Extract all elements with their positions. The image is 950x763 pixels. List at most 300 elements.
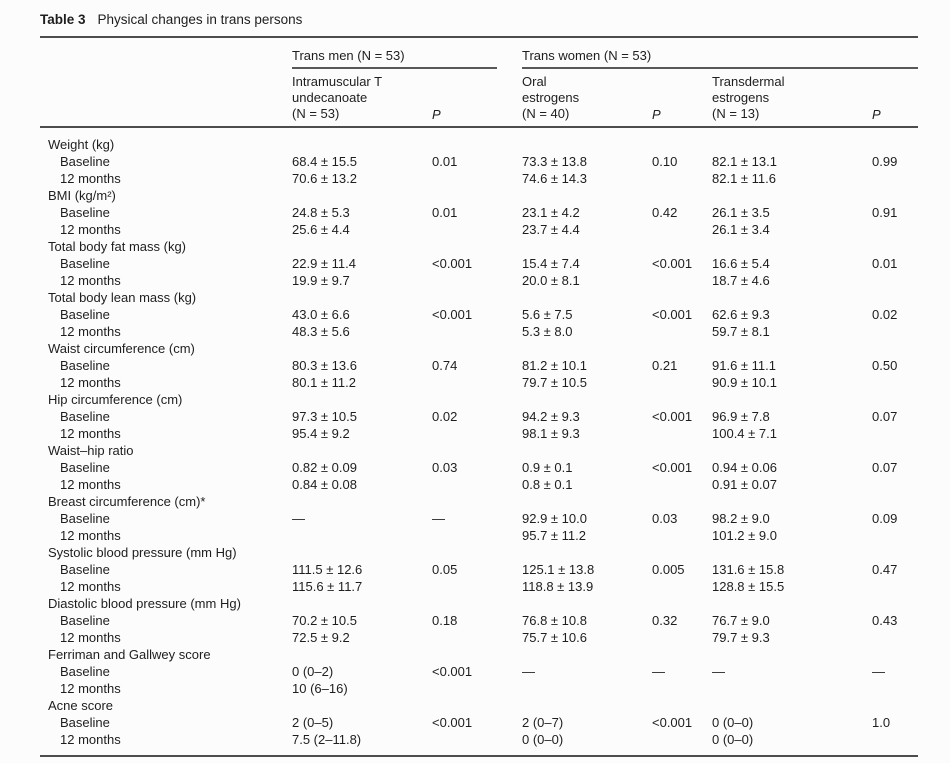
- trans-women-group-label: Trans women (N = 53): [522, 48, 918, 69]
- data-row: [40, 425, 918, 442]
- transdermal-header-line3: (N = 13): [712, 106, 760, 121]
- p-value-cell: 0.10: [652, 154, 678, 169]
- p-value-cell: 0.07: [872, 409, 898, 424]
- p-value-cell: <0.001: [652, 715, 693, 730]
- p-value-cell: [432, 629, 497, 646]
- data-row: [40, 510, 918, 527]
- data-row: [40, 255, 918, 272]
- group-header-trans-women: [522, 37, 918, 69]
- p-value-cell: <0.001: [652, 409, 693, 424]
- value-cell: 70.2 ± 10.5: [292, 613, 357, 628]
- p-value-cell: [872, 442, 918, 459]
- value-cell: 15.4 ± 7.4: [522, 256, 580, 271]
- p-value-cell: 0.21: [652, 358, 678, 373]
- p-value-cell: —: [652, 664, 665, 679]
- value-cell: [292, 238, 432, 255]
- value-cell: 2 (0–5): [292, 715, 334, 730]
- row-label: Baseline: [60, 358, 110, 373]
- row-label: Acne score: [48, 698, 114, 713]
- value-cell: [712, 595, 872, 612]
- gap-cell: [497, 221, 522, 238]
- value-cell: 82.1 ± 13.1: [712, 154, 777, 169]
- gap-cell: [497, 544, 522, 561]
- value-cell: 79.7 ± 10.5: [522, 375, 587, 390]
- oral-header-line2: estrogens: [522, 90, 580, 105]
- p-value-cell: [872, 493, 918, 510]
- p-value-cell: [652, 527, 712, 544]
- p-value-cell: 0.43: [872, 613, 898, 628]
- row-label: Waist–hip ratio: [48, 443, 134, 458]
- gap-cell: [497, 459, 522, 476]
- data-row: [40, 153, 918, 170]
- p-value-cell: 0.03: [652, 511, 678, 526]
- value-cell: [522, 238, 652, 255]
- value-cell: 0 (0–0): [712, 732, 754, 747]
- category-row: [40, 646, 918, 663]
- im-header-line3: (N = 53): [292, 106, 340, 121]
- p-value-cell: —: [872, 664, 885, 679]
- p-value-cell: [872, 578, 918, 595]
- data-row: [40, 170, 918, 187]
- p-value-cell: [652, 238, 712, 255]
- p-value-cell: 0.42: [652, 205, 678, 220]
- value-cell: 74.6 ± 14.3: [522, 171, 587, 186]
- value-cell: [712, 238, 872, 255]
- value-cell: 94.2 ± 9.3: [522, 409, 580, 424]
- p-value-cell: [432, 595, 497, 612]
- value-cell: 98.1 ± 9.3: [522, 426, 580, 441]
- category-row: [40, 238, 918, 255]
- row-label: 12 months: [60, 477, 121, 492]
- value-cell: —: [712, 664, 725, 679]
- row-label: Baseline: [60, 256, 110, 271]
- gap-cell: [497, 697, 522, 714]
- p-value-cell: [432, 221, 497, 238]
- gap-cell: [497, 187, 522, 204]
- value-cell: [292, 391, 432, 408]
- gap-cell: [497, 272, 522, 289]
- data-row: [40, 357, 918, 374]
- p-value-cell: 0.50: [872, 358, 898, 373]
- p-value-cell: [652, 221, 712, 238]
- data-row: [40, 476, 918, 493]
- gap-cell: [497, 476, 522, 493]
- im-header-line1: Intramuscular T: [292, 74, 383, 89]
- p-value-cell: 0.74: [432, 358, 458, 373]
- p-value-cell: [872, 680, 918, 697]
- gap-cell: [497, 153, 522, 170]
- p-value-cell: [872, 221, 918, 238]
- category-row: [40, 340, 918, 357]
- value-cell: [712, 646, 872, 663]
- row-label: Baseline: [60, 460, 110, 475]
- p-value-cell: [872, 391, 918, 408]
- p-value-cell: 0.02: [872, 307, 898, 322]
- value-cell: 20.0 ± 8.1: [522, 273, 580, 288]
- p-value-cell: 0.07: [872, 460, 898, 475]
- value-cell: [292, 697, 432, 714]
- row-label: Ferriman and Gallwey score: [48, 647, 211, 662]
- row-label: Baseline: [60, 409, 110, 424]
- value-cell: 101.2 ± 9.0: [712, 528, 777, 543]
- category-row: [40, 544, 918, 561]
- p-value-cell: [872, 127, 918, 153]
- category-row: [40, 697, 918, 714]
- p-value-cell: [432, 476, 497, 493]
- row-label: 12 months: [60, 273, 121, 288]
- value-cell: 62.6 ± 9.3: [712, 307, 770, 322]
- data-row: [40, 663, 918, 680]
- gap-cell: [497, 204, 522, 221]
- p-value-cell: [872, 289, 918, 306]
- gap-cell: [497, 510, 522, 527]
- data-row: [40, 612, 918, 629]
- value-cell: 18.7 ± 4.6: [712, 273, 770, 288]
- p-value-cell: [432, 187, 497, 204]
- value-cell: [292, 442, 432, 459]
- value-cell: [522, 289, 652, 306]
- p-value-cell: [652, 340, 712, 357]
- gap-cell: [497, 493, 522, 510]
- p-value-cell: 0.02: [432, 409, 458, 424]
- value-cell: 70.6 ± 13.2: [292, 171, 357, 186]
- gap-cell: [497, 408, 522, 425]
- column-header-transdermal: [712, 69, 872, 127]
- p-value-cell: 0.05: [432, 562, 458, 577]
- gap-cell: [497, 561, 522, 578]
- p-value-cell: [432, 527, 497, 544]
- value-cell: 79.7 ± 9.3: [712, 630, 770, 645]
- value-cell: [292, 127, 432, 153]
- value-cell: [712, 187, 872, 204]
- gap-cell: [497, 629, 522, 646]
- p-value-cell: [872, 697, 918, 714]
- value-cell: [522, 187, 652, 204]
- p-value-cell: [432, 289, 497, 306]
- p-value-cell: [432, 127, 497, 153]
- row-label: 12 months: [60, 579, 121, 594]
- p-value-cell: 0.32: [652, 613, 678, 628]
- value-cell: [712, 391, 872, 408]
- value-cell: 26.1 ± 3.4: [712, 222, 770, 237]
- p-value-cell: [872, 374, 918, 391]
- p-value-cell: [432, 697, 497, 714]
- row-label: Hip circumference (cm): [48, 392, 183, 407]
- gap-cell: [497, 527, 522, 544]
- value-cell: [712, 127, 872, 153]
- gap-cell: [497, 425, 522, 442]
- gap-cell: [497, 391, 522, 408]
- p-value-cell: [432, 425, 497, 442]
- p-value-cell: [432, 323, 497, 340]
- value-cell: 92.9 ± 10.0: [522, 511, 587, 526]
- data-row: [40, 306, 918, 323]
- value-cell: 68.4 ± 15.5: [292, 154, 357, 169]
- value-cell: 25.6 ± 4.4: [292, 222, 350, 237]
- value-cell: [522, 493, 652, 510]
- value-cell: [712, 442, 872, 459]
- row-label: 12 months: [60, 375, 121, 390]
- p-value-cell: —: [432, 511, 445, 526]
- p-value-cell: [872, 629, 918, 646]
- p-value-cell: [652, 391, 712, 408]
- value-cell: [292, 289, 432, 306]
- column-header-empty: [40, 69, 292, 127]
- value-cell: 2 (0–7): [522, 715, 564, 730]
- value-cell: [522, 595, 652, 612]
- value-cell: 0 (0–0): [522, 732, 564, 747]
- row-label: Waist circumference (cm): [48, 341, 195, 356]
- p-value-cell: [872, 646, 918, 663]
- value-cell: 82.1 ± 11.6: [712, 171, 776, 186]
- data-row: [40, 323, 918, 340]
- value-cell: 131.6 ± 15.8: [712, 562, 785, 577]
- p-value-cell: [652, 425, 712, 442]
- data-row: [40, 459, 918, 476]
- gap-cell: [497, 612, 522, 629]
- gap-cell: [497, 357, 522, 374]
- value-cell: 80.3 ± 13.6: [292, 358, 357, 373]
- p-value-cell: [872, 425, 918, 442]
- value-cell: [292, 340, 432, 357]
- value-cell: 100.4 ± 7.1: [712, 426, 777, 441]
- p-value-cell: [652, 646, 712, 663]
- p-value-cell: [652, 187, 712, 204]
- group-header-trans-men: [292, 37, 497, 69]
- p-value-cell: 0.09: [872, 511, 898, 526]
- p-value-cell: <0.001: [432, 256, 473, 271]
- p-value-cell: 0.99: [872, 154, 898, 169]
- row-label: Baseline: [60, 511, 110, 526]
- category-row: [40, 289, 918, 306]
- value-cell: 97.3 ± 10.5: [292, 409, 357, 424]
- row-label: 12 months: [60, 732, 121, 747]
- row-label: Total body lean mass (kg): [48, 290, 197, 305]
- value-cell: 91.6 ± 11.1: [712, 358, 776, 373]
- gap-cell: [497, 646, 522, 663]
- gap-cell: [497, 127, 522, 153]
- gap-cell: [497, 238, 522, 255]
- gap-cell: [497, 374, 522, 391]
- transdermal-header-line1: Transdermal: [712, 74, 785, 89]
- value-cell: [522, 646, 652, 663]
- gap-cell: [497, 340, 522, 357]
- table-number: Table 3: [40, 12, 86, 27]
- p-value-cell: [652, 544, 712, 561]
- value-cell: [292, 595, 432, 612]
- oral-header-line3: (N = 40): [522, 106, 570, 121]
- value-cell: 72.5 ± 9.2: [292, 630, 350, 645]
- value-cell: [712, 697, 872, 714]
- row-label: Systolic blood pressure (mm Hg): [48, 545, 237, 560]
- p-value-cell: [872, 340, 918, 357]
- row-label: Baseline: [60, 562, 110, 577]
- value-cell: 73.3 ± 13.8: [522, 154, 587, 169]
- table-title: Physical changes in trans persons: [97, 12, 303, 27]
- data-row: [40, 374, 918, 391]
- p-value-cell: [432, 272, 497, 289]
- value-cell: 48.3 ± 5.6: [292, 324, 350, 339]
- value-cell: 128.8 ± 15.5: [712, 579, 785, 594]
- value-cell: 5.6 ± 7.5: [522, 307, 573, 322]
- column-header-gap: [497, 69, 522, 127]
- p-value-cell: [432, 374, 497, 391]
- value-cell: 0.8 ± 0.1: [522, 477, 573, 492]
- value-cell: 23.1 ± 4.2: [522, 205, 580, 220]
- category-row: [40, 442, 918, 459]
- column-header-oral: [522, 69, 652, 127]
- row-label: 12 months: [60, 171, 121, 186]
- column-header-p-transdermal: P: [872, 69, 918, 127]
- gap-cell: [497, 578, 522, 595]
- p-value-cell: [652, 323, 712, 340]
- value-cell: 5.3 ± 8.0: [522, 324, 573, 339]
- p-value-cell: <0.001: [432, 715, 473, 730]
- column-header-p-men: P: [432, 69, 497, 127]
- p-value-cell: [872, 527, 918, 544]
- value-cell: [522, 127, 652, 153]
- gap-cell: [497, 306, 522, 323]
- gap-cell: [497, 680, 522, 697]
- group-header-empty: [40, 37, 292, 69]
- value-cell: [712, 340, 872, 357]
- value-cell: [522, 697, 652, 714]
- p-value-cell: [652, 629, 712, 646]
- category-row: [40, 127, 918, 153]
- gap-cell: [497, 714, 522, 731]
- gap-cell: [497, 255, 522, 272]
- p-value-cell: 0.91: [872, 205, 898, 220]
- p-value-cell: <0.001: [432, 664, 473, 679]
- p-value-cell: 0.01: [432, 154, 458, 169]
- value-cell: 0 (0–0): [712, 715, 754, 730]
- row-label: Baseline: [60, 715, 110, 730]
- value-cell: 0.84 ± 0.08: [292, 477, 357, 492]
- p-value-cell: [652, 697, 712, 714]
- data-row: [40, 714, 918, 731]
- p-value-cell: [872, 476, 918, 493]
- value-cell: [522, 544, 652, 561]
- p-value-cell: [652, 374, 712, 391]
- p-value-cell: [432, 442, 497, 459]
- value-cell: 118.8 ± 13.9: [522, 579, 594, 594]
- value-cell: 95.4 ± 9.2: [292, 426, 350, 441]
- p-value-cell: [652, 595, 712, 612]
- p-value-cell: [652, 476, 712, 493]
- data-row: [40, 272, 918, 289]
- p-value-cell: [652, 272, 712, 289]
- table-caption: [0, 0, 950, 28]
- row-label: Baseline: [60, 205, 110, 220]
- p-value-cell: [652, 731, 712, 756]
- p-value-cell: <0.001: [432, 307, 473, 322]
- column-header-intramuscular: [292, 69, 432, 127]
- value-cell: —: [522, 664, 535, 679]
- p-value-cell: [432, 340, 497, 357]
- gap-cell: [497, 289, 522, 306]
- gap-cell: [497, 170, 522, 187]
- column-header-row: [40, 69, 918, 127]
- p-value-cell: 0.01: [872, 256, 898, 271]
- p-value-cell: 0.03: [432, 460, 458, 475]
- value-cell: 76.7 ± 9.0: [712, 613, 770, 628]
- value-cell: 22.9 ± 11.4: [292, 256, 356, 271]
- column-header-p-oral: P: [652, 69, 712, 127]
- value-cell: 24.8 ± 5.3: [292, 205, 350, 220]
- p-value-cell: <0.001: [652, 460, 693, 475]
- value-cell: —: [292, 511, 305, 526]
- value-cell: 10 (6–16): [292, 681, 348, 696]
- value-cell: 59.7 ± 8.1: [712, 324, 770, 339]
- row-label: BMI (kg/m²): [48, 188, 116, 203]
- value-cell: 90.9 ± 10.1: [712, 375, 777, 390]
- value-cell: [292, 527, 432, 544]
- trans-men-group-label: Trans men (N = 53): [292, 48, 497, 69]
- data-row: [40, 204, 918, 221]
- row-label: Baseline: [60, 154, 110, 169]
- data-row: [40, 221, 918, 238]
- p-value-cell: 0.005: [652, 562, 685, 577]
- physical-changes-table: [40, 36, 918, 757]
- value-cell: 23.7 ± 4.4: [522, 222, 580, 237]
- value-cell: [522, 680, 652, 697]
- gap-cell: [497, 731, 522, 756]
- row-label: 12 months: [60, 426, 121, 441]
- group-header-gap: [497, 37, 522, 69]
- data-row: [40, 578, 918, 595]
- p-value-cell: [652, 442, 712, 459]
- data-row: [40, 731, 918, 756]
- value-cell: [292, 646, 432, 663]
- row-label: Weight (kg): [48, 137, 115, 152]
- value-cell: 76.8 ± 10.8: [522, 613, 587, 628]
- gap-cell: [497, 442, 522, 459]
- p-value-cell: [432, 680, 497, 697]
- row-label: Baseline: [60, 613, 110, 628]
- value-cell: 0 (0–2): [292, 664, 334, 679]
- p-value-cell: [872, 238, 918, 255]
- value-cell: [522, 340, 652, 357]
- p-value-cell: [432, 238, 497, 255]
- value-cell: [522, 391, 652, 408]
- value-cell: 80.1 ± 11.2: [292, 375, 356, 390]
- value-cell: 0.9 ± 0.1: [522, 460, 573, 475]
- value-cell: [292, 544, 432, 561]
- p-value-cell: [652, 578, 712, 595]
- table-body: [40, 127, 918, 756]
- value-cell: 7.5 (2–11.8): [292, 732, 362, 747]
- p-value-cell: [872, 595, 918, 612]
- p-value-cell: [432, 170, 497, 187]
- value-cell: 111.5 ± 12.6: [292, 562, 363, 577]
- p-value-cell: [652, 493, 712, 510]
- row-label: 12 months: [60, 222, 121, 237]
- row-label: Breast circumference (cm)*: [48, 494, 206, 509]
- transdermal-header-line2: estrogens: [712, 90, 770, 105]
- data-row: [40, 527, 918, 544]
- value-cell: [712, 680, 872, 697]
- value-cell: 0.91 ± 0.07: [712, 477, 777, 492]
- p-value-cell: [872, 544, 918, 561]
- value-cell: 98.2 ± 9.0: [712, 511, 770, 526]
- value-cell: 81.2 ± 10.1: [522, 358, 587, 373]
- value-cell: [522, 442, 652, 459]
- p-value-cell: [432, 731, 497, 756]
- p-value-cell: [652, 170, 712, 187]
- category-row: [40, 595, 918, 612]
- p-value-cell: [652, 127, 712, 153]
- p-value-cell: 0.47: [872, 562, 898, 577]
